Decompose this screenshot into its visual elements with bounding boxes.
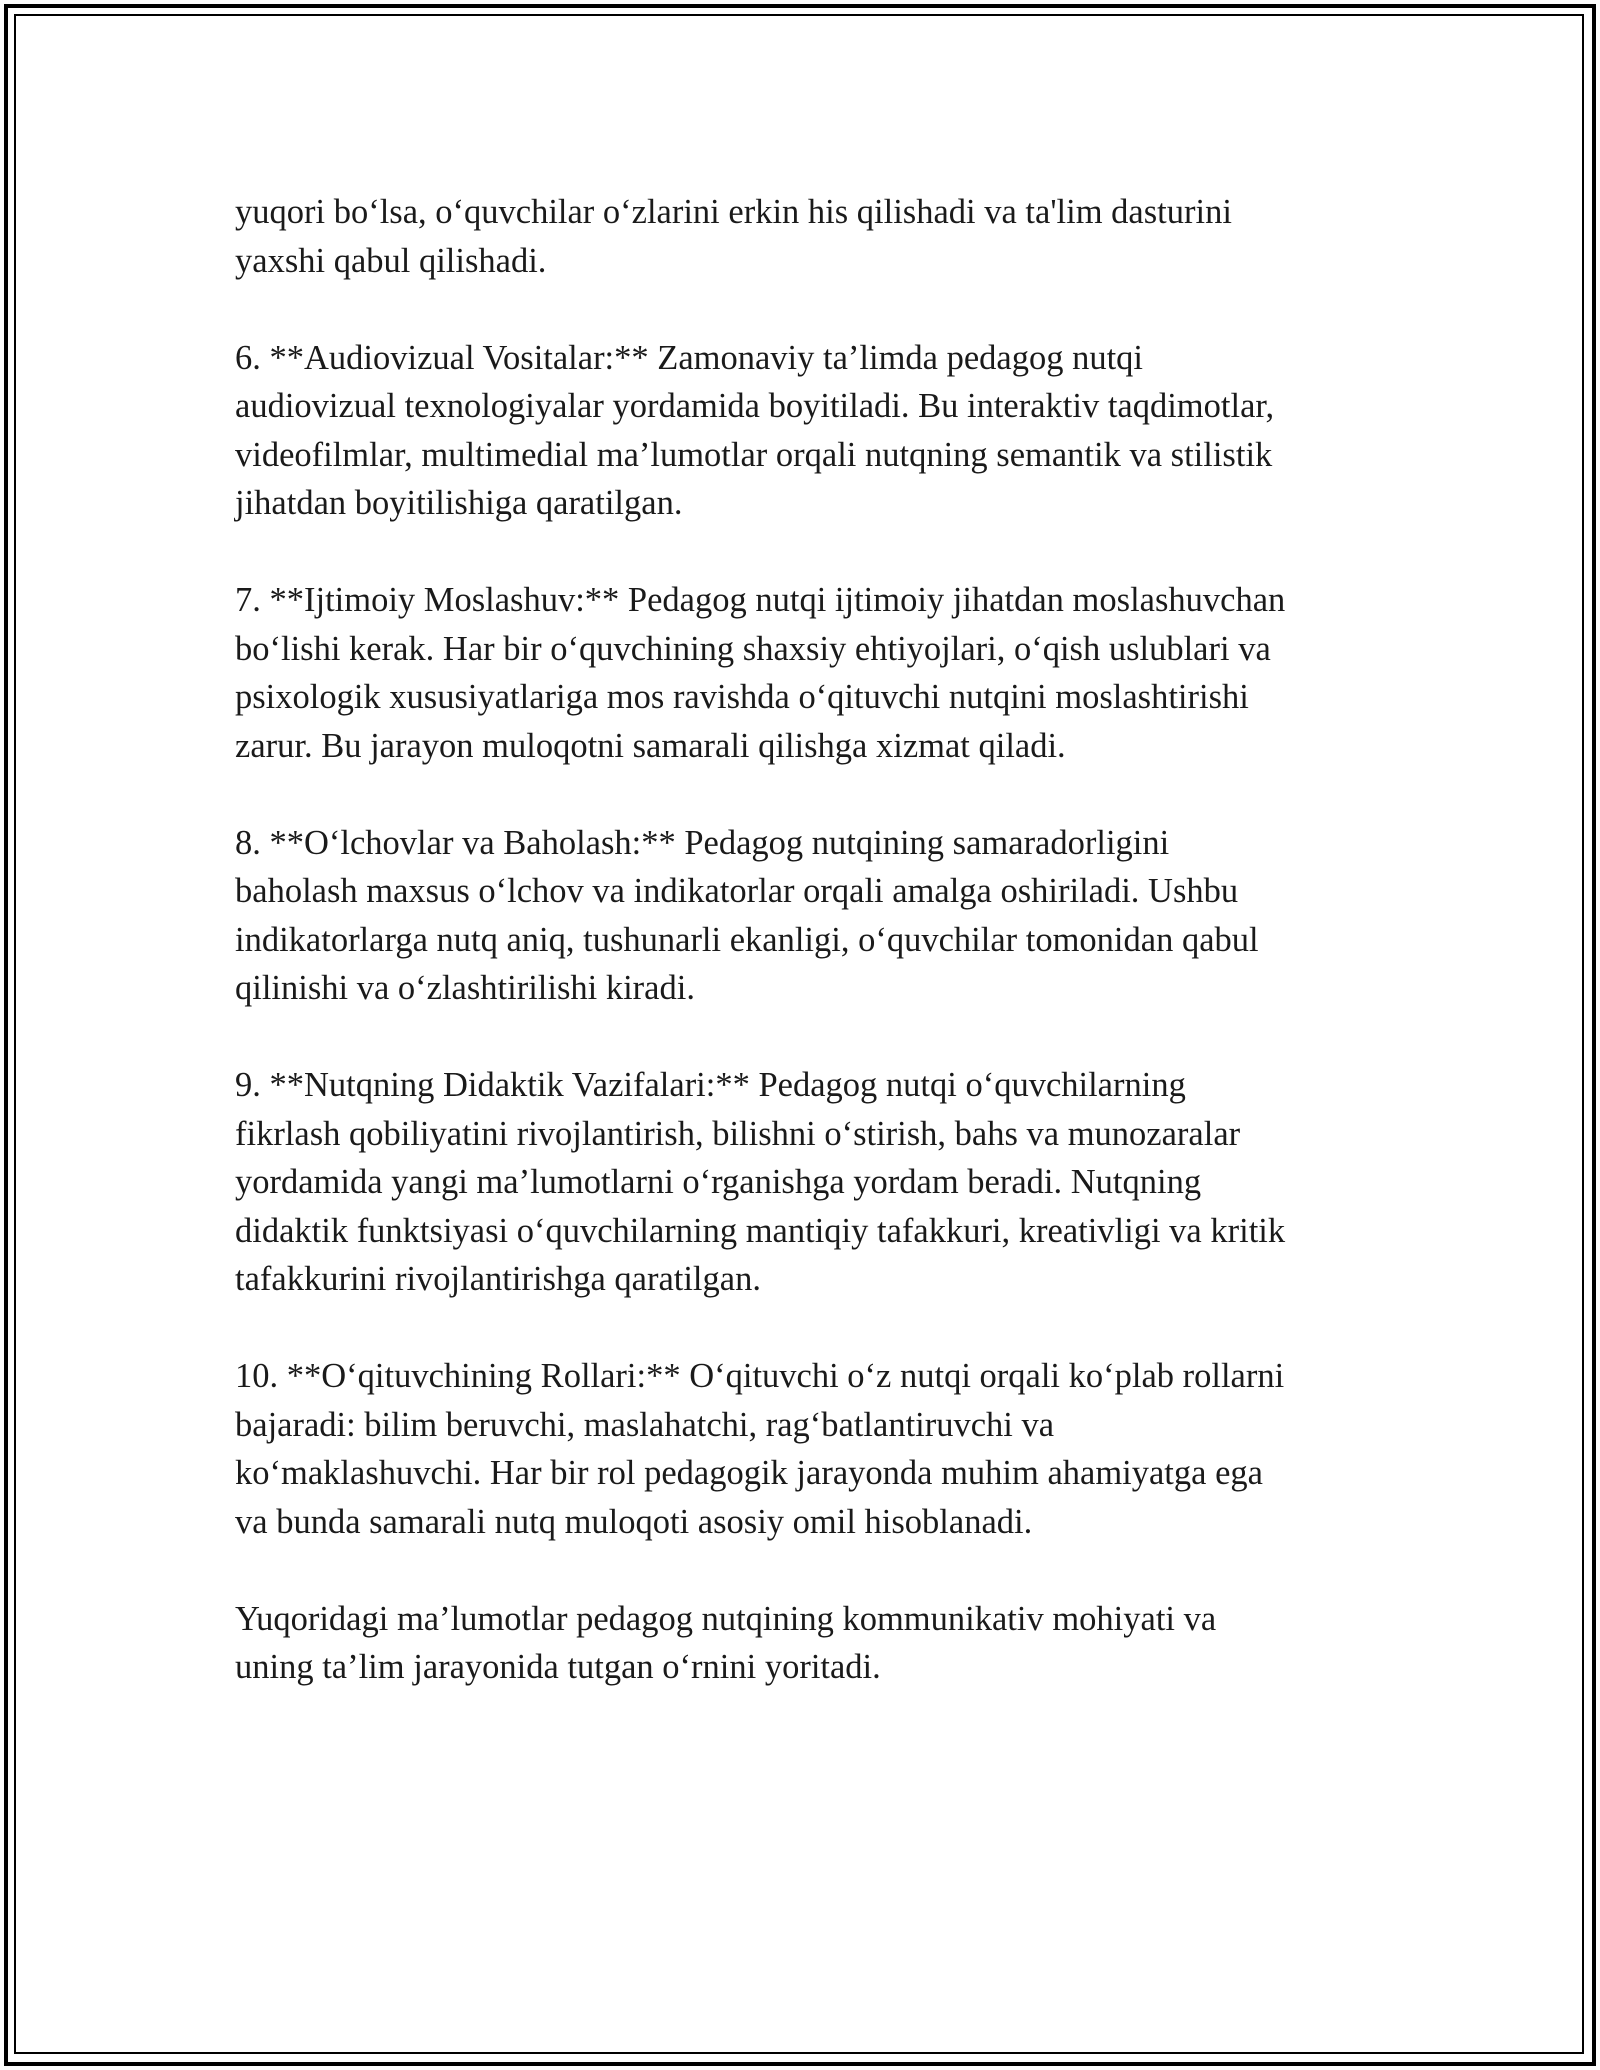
paragraph-ijtimoiy-moslashuv: 7. **Ijtimoiy Moslashuv:** Pedagog nutqi ijtimoiy jihatdan moslashuvchan bo‘lishi kerak. Har bir o‘quvchining shaxsiy ehtiyojlari, o‘qish uslublari va psixologik xususiyatlariga mos ravishda o‘qituvchi nutqini moslashtirishi zarur. Bu jarayon muloqotni samarali qilishga xizmat qiladi.	[235, 581, 1286, 765]
paragraph-oqituvchining-rollari: 10. **O‘qituvchining Rollari:** O‘qituvchi o‘z nutqi orqali ko‘plab rollarni bajaradi: bilim beruvchi, maslahatchi, rag‘batlantiruvchi va ko‘maklashuvchi. Har bir rol pedagogik jarayonda muhim ahamiyatga ega va bunda samarali nutq muloqoti asosiy omil hisoblanadi.	[235, 1357, 1285, 1541]
paragraph-didaktik-vazifalari: 9. **Nutqning Didaktik Vazifalari:** Pedagog nutqi o‘quvchilarning fikrlash qobiliyatini rivojlantirish, bilishni o‘stirish, bahs va munozaralar yordamida yangi ma’lumotlarni o‘rganishga yordam beradi. Nutqning didaktik funktsiyasi o‘quvchilarning mantiqiy tafakkuri, kreativligi va kritik tafakkurini rivojlantirishga qaratilgan.	[235, 1066, 1286, 1298]
paragraph-audiovizual-vositalar: 6. **Audiovizual Vositalar:** Zamonaviy ta’limda pedagog nutqi audiovizual texnologiyalar yordamida boyitiladi. Bu interaktiv taqdimotlar, videofilmlar, multimedial ma’lumotlar orqali nutqning semantik va stilistik jihatdan boyitilishiga qaratilgan.	[235, 338, 1275, 522]
document-body	[235, 188, 1365, 1740]
paragraph-conclusion: Yuqoridagi ma’lumotlar pedagog nutqining kommunikativ mohiyati va uning ta’lim jarayonida tutgan o‘rnini yoritadi.	[235, 1599, 1217, 1686]
paragraph-continuation: yuqori bo‘lsa, o‘quvchilar o‘zlarini erkin his qilishadi va ta'lim dasturini yaxshi qabul qilishadi.	[235, 193, 1232, 280]
paragraph-olchovlar-va-baholash: 8. **O‘lchovlar va Baholash:** Pedagog nutqining samaradorligini baholash maxsus o‘lchov va indikatorlar orqali amalga oshiriladi. Ushbu indikatorlarga nutq aniq, tushunarli ekanligi, o‘quvchilar tomonidan qabul qilinishi va o‘zlashtirilishi kiradi.	[235, 823, 1259, 1007]
